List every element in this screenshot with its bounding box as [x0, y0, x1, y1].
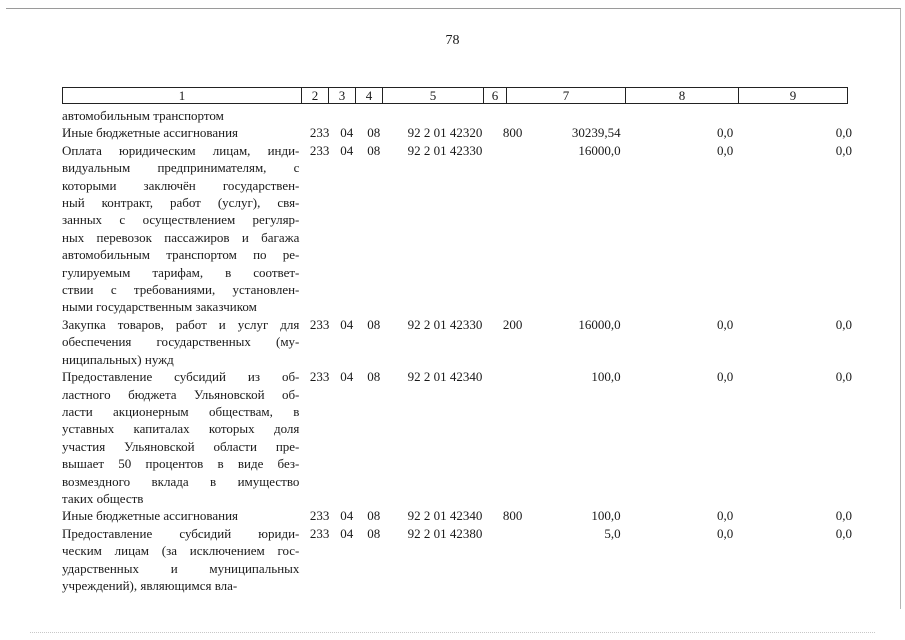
description-line: Предоставление субсидий юриди-: [62, 525, 300, 541]
amount-column-7: 100,0: [591, 508, 621, 524]
description-line: возмездного вклада в имущество: [62, 473, 300, 489]
description-line: Иные бюджетные ассигнования: [62, 508, 239, 524]
amount-column-7: 100,0: [591, 369, 621, 385]
description-line: Оплата юридическим лицам, инди-: [62, 142, 300, 158]
expense-type-code: 200: [502, 316, 523, 332]
amount-column-8: 0,0: [717, 142, 734, 158]
target-article-code: 92 2 01 42340: [407, 508, 483, 524]
row-description: [62, 142, 299, 316]
amount-column-9: 0,0: [835, 369, 852, 385]
description-line: ческим лицам (за исключением гос-: [62, 543, 300, 559]
description-line: ударственных и муниципальных: [62, 560, 300, 576]
description-line: обеспечения государственных (му-: [62, 334, 300, 350]
description-line: вышает 50 процентов в виде без-: [62, 456, 300, 472]
column-header-6: 6: [484, 88, 507, 104]
description-line: участия Ульяновской области пре-: [62, 438, 300, 454]
column-header-3: 3: [329, 88, 356, 104]
section-code: 04: [340, 508, 354, 524]
description-line: Предоставление субсидий из об-: [62, 369, 300, 385]
amount-column-7: 16000,0: [578, 316, 621, 332]
row-description: [62, 368, 299, 507]
table-row: [62, 142, 852, 316]
column-header-5: 5: [383, 88, 484, 104]
amount-column-9: 0,0: [835, 525, 852, 541]
description-line: уставных капиталах которых доля: [62, 421, 300, 437]
amount-column-8: 0,0: [717, 525, 734, 541]
section-code: 04: [340, 525, 354, 541]
subsection-code: 08: [367, 316, 381, 332]
row-description: [62, 525, 299, 595]
row-description: [62, 124, 299, 141]
column-header-8: 8: [626, 88, 739, 104]
column-header-table: [62, 87, 848, 104]
budget-table-body: [62, 107, 852, 594]
expense-type-code: 800: [502, 508, 523, 524]
description-line: учреждений), являющимся вла-: [62, 577, 238, 593]
column-header-1: 1: [63, 88, 302, 104]
amount-column-7: 5,0: [604, 525, 621, 541]
description-line: автомобильным транспортом по ре-: [62, 247, 300, 263]
target-article-code: 92 2 01 42340: [407, 369, 483, 385]
column-header-4: 4: [356, 88, 383, 104]
amount-column-8: 0,0: [717, 508, 734, 524]
subsection-code: 08: [367, 369, 381, 385]
page-number: 78: [445, 33, 460, 48]
amount-column-9: 0,0: [835, 508, 852, 524]
target-article-code: 92 2 01 42330: [407, 142, 483, 158]
amount-column-7: 16000,0: [578, 142, 621, 158]
target-article-code: 92 2 01 42380: [407, 525, 483, 541]
column-header-9: 9: [739, 88, 848, 104]
subsection-code: 08: [367, 142, 381, 158]
amount-column-9: 0,0: [835, 316, 852, 332]
table-row: [62, 124, 852, 141]
description-line: ными государственным заказчиком: [62, 299, 257, 315]
description-line: таких обществ: [62, 490, 144, 506]
row-description: [62, 507, 299, 524]
subsection-code: 08: [367, 125, 381, 141]
description-line: видуальным предпринимателям, с: [62, 160, 300, 176]
column-header-7: 7: [507, 88, 626, 104]
description-line: занных с осуществлением регуляр-: [62, 212, 300, 228]
description-line: Иные бюджетные ассигнования: [62, 125, 239, 141]
amount-column-9: 0,0: [835, 125, 852, 141]
grbs-code: 233: [309, 369, 330, 385]
table-row: [62, 368, 852, 507]
table-row: [62, 507, 852, 524]
row-description: [62, 107, 299, 124]
description-line: ный контракт, работ (услуг), свя-: [62, 195, 300, 211]
amount-column-9: 0,0: [835, 142, 852, 158]
target-article-code: 92 2 01 42330: [407, 316, 483, 332]
section-code: 04: [340, 369, 354, 385]
description-line: ствии с требованиями, установлен-: [62, 282, 300, 298]
grbs-code: 233: [309, 125, 330, 141]
description-line: автомобильным транспортом: [62, 108, 224, 123]
table-row: [62, 525, 852, 595]
target-article-code: 92 2 01 42320: [407, 125, 483, 141]
section-code: 04: [340, 125, 354, 141]
grbs-code: 233: [309, 525, 330, 541]
grbs-code: 233: [309, 142, 330, 158]
subsection-code: 08: [367, 525, 381, 541]
scan-edge: [30, 632, 875, 634]
expense-type-code: 800: [502, 125, 523, 141]
column-header-2: 2: [302, 88, 329, 104]
row-description: [62, 316, 299, 368]
description-line: ластного бюджета Ульяновской об-: [62, 386, 300, 402]
amount-column-8: 0,0: [717, 316, 734, 332]
description-line: ных перевозок пассажиров и багажа: [62, 229, 300, 245]
table-row: [62, 107, 852, 124]
amount-column-8: 0,0: [717, 369, 734, 385]
amount-column-8: 0,0: [717, 125, 734, 141]
grbs-code: 233: [309, 508, 330, 524]
subsection-code: 08: [367, 508, 381, 524]
description-line: которыми заключён государствен-: [62, 177, 300, 193]
grbs-code: 233: [309, 316, 330, 332]
section-code: 04: [340, 316, 354, 332]
description-line: ниципальных) нужд: [62, 351, 174, 367]
column-header-row: [63, 88, 848, 104]
description-line: Закупка товаров, работ и услуг для: [62, 316, 300, 332]
amount-column-7: 30239,54: [571, 125, 621, 141]
description-line: ласти акционерным обществам, в: [62, 403, 300, 419]
description-line: гулируемым тарифам, в соответ-: [62, 264, 300, 280]
table-row: [62, 316, 852, 368]
section-code: 04: [340, 142, 354, 158]
